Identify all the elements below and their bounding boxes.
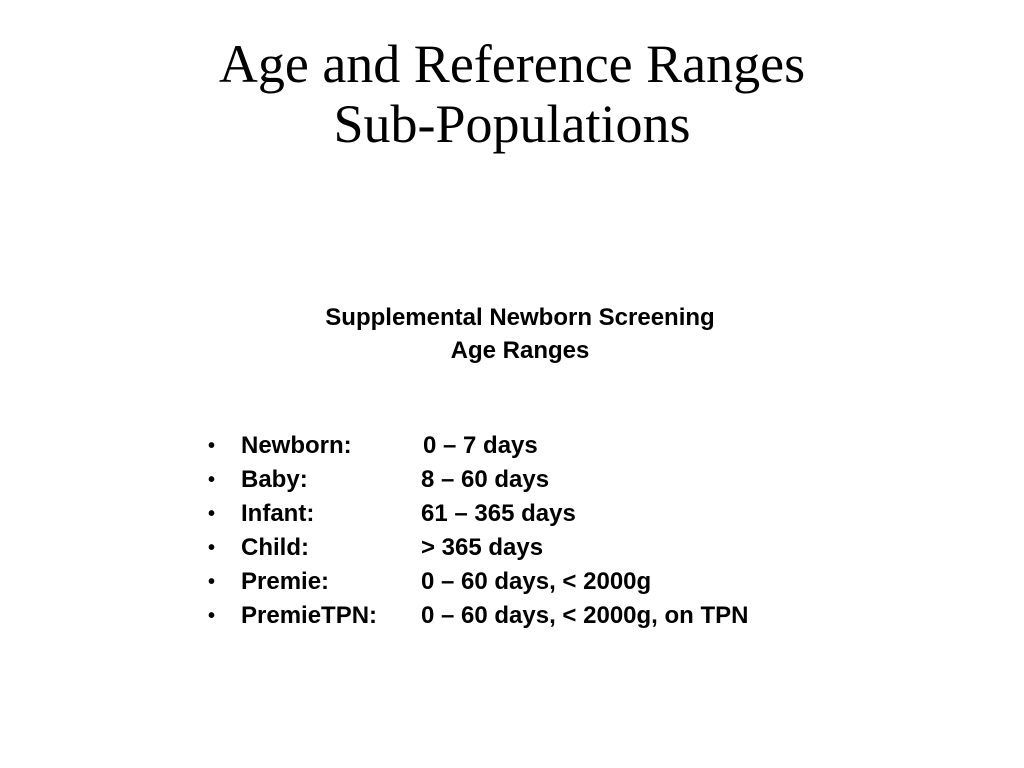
bullet-icon: •	[208, 503, 216, 525]
list-item-premie	[208, 565, 749, 599]
list-item-premietpn	[208, 599, 749, 633]
term-label: Child:	[241, 534, 309, 561]
section-heading-line-2: Age Ranges	[450, 337, 590, 364]
age-range-list	[208, 429, 749, 633]
bullet-icon: •	[208, 605, 216, 627]
title-line-1: Age and Reference Ranges	[218, 34, 806, 94]
range-value: > 365 days	[421, 534, 544, 561]
list-item-infant	[208, 497, 749, 531]
section-heading	[0, 301, 1024, 367]
term-label: PremieTPN:	[241, 602, 378, 629]
range-value: 0 – 60 days, < 2000g	[421, 568, 652, 595]
bullet-icon: •	[208, 571, 216, 593]
range-value: 0 – 60 days, < 2000g, on TPN	[421, 602, 749, 629]
bullet-icon: •	[208, 435, 216, 457]
term-label: Infant:	[241, 500, 315, 527]
title-line-2: Sub-Populations	[333, 94, 691, 154]
section-heading-line-1: Supplemental Newborn Screening	[325, 304, 715, 331]
list-item-baby	[208, 463, 749, 497]
bullet-icon: •	[208, 469, 216, 491]
list-item-newborn	[208, 429, 749, 463]
list-item-child	[208, 531, 749, 565]
bullet-icon: •	[208, 537, 216, 559]
range-value: 61 – 365 days	[421, 500, 576, 527]
range-value: 8 – 60 days	[421, 466, 550, 493]
term-label: Baby:	[241, 466, 308, 493]
term-label: Premie:	[241, 568, 330, 595]
slide-title	[0, 34, 1024, 154]
term-label: Newborn:	[241, 432, 352, 459]
range-value: 0 – 7 days	[423, 432, 538, 459]
